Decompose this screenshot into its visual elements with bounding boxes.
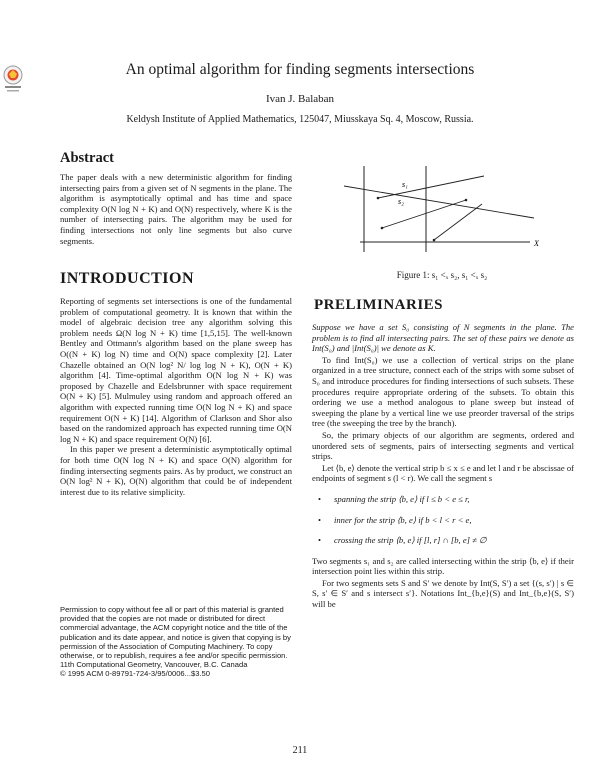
segment-line (344, 186, 534, 218)
permission-text: Permission to copy without fee all or part of this material is granted provided that the copies are not made or distributed for direct commercial advantage, the ACM copyright notice and the title of the publication and its date appear, and notice is given that copying is by permission of the Association of Computing Machinery. To copy otherwise, or to republish, requires a fee and/or specific permission. (60, 605, 291, 661)
list-item: • inner for the strip ⟨b, e⟩ if b < l < r < e, (312, 515, 574, 526)
segment-types-list (312, 494, 574, 546)
segment-line (378, 176, 484, 198)
introduction-heading: INTRODUCTION (60, 270, 195, 287)
endpoint-dot (381, 227, 384, 230)
preliminaries-body (312, 322, 574, 611)
preliminaries-paragraph: Let ⟨b, e⟩ denote the vertical strip b ≤ x ≤ e and let l and r be abscissae of endpoints of segment s (l < r). We call the segment s (312, 462, 574, 484)
introduction-body (60, 296, 292, 497)
preliminaries-paragraph-problem: Suppose we have a set S₀ consisting of N segments in the plane. The problem is to find all intersecting pairs. The set of these pairs we denote as Int(S₀) and |Int(S₀)| we denote as K. (312, 322, 574, 354)
segment-line (434, 204, 482, 240)
figure-label-s1: s₁ (402, 180, 408, 189)
preliminaries-paragraph: For two segments sets S and S′ we denote by Int(S, S′) a set {(s, s′) | s ∈ S, s′ ∈ S′ and s intersect s′}. Notations Int_{b,e}(S) and Int_{b,e}(S, S′) will be (312, 577, 574, 610)
endpoint-dot (377, 197, 380, 200)
paper-title: An optimal algorithm for finding segments intersections (125, 61, 475, 78)
list-item: • crossing the strip ⟨b, e⟩ if [l, r] ∩ [b, e] ≠ ∅ (312, 535, 574, 546)
figure-1-caption: Figure 1: s₁ <ₓ s₂, s₁ <ₓ s₂ (396, 270, 488, 280)
endpoint-dot (433, 239, 436, 242)
figure-label-s2: s₂ (398, 197, 404, 206)
abstract-text: The paper deals with a new deterministic algorithm for finding intersecting pairs from a given set of N segments in the plane. The algorithm is asymptotically optimal and has time and space complexity O(N log N + K) and O(N) respectively, where K is the number of intersecting pairs. The algorithm may be used for finding intersections not only line segments but also curve segments. (60, 172, 292, 246)
preliminaries-paragraph: So, the primary objects of our algorithm are segments, ordered and unordered sets of segments, pairs of intersecting segments and vertical strips. (312, 429, 574, 462)
list-item: • spanning the strip ⟨b, e⟩ if l ≤ b < e ≤ r, (312, 494, 574, 505)
permission-notice (60, 605, 292, 679)
conference-line: 11th Computational Geometry, Vancouver, B.C. Canada (60, 660, 248, 670)
segment-line (382, 200, 466, 228)
copyright-line: © 1995 ACM 0-89791-724-3/95/0006...$3.50 (60, 669, 210, 679)
introduction-paragraph: In this paper we present a deterministic asymptotically optimal for both time O(N log N + K) and space O(N) algorithm for finding intersecting segments pairs. As by product, we construct an O(N log² N + K), O(N) algorithm that could be of independent interest due to its relative simplicity. (60, 444, 292, 497)
figure-1 (334, 160, 570, 284)
author-affiliation: Keldysh Institute of Applied Mathematics, 125047, Miusskaya Sq. 4, Moscow, Russia. (126, 114, 474, 125)
preliminaries-heading: PRELIMINARIES (314, 297, 444, 313)
preliminaries-paragraph: Two segments s₁ and s₂ are called intersecting within the strip ⟨b, e⟩ if their intersection point lies within this strip. (312, 555, 574, 577)
preliminaries-paragraph: To find Int(S₀) we use a collection of vertical strips on the plane organized in a tree structure, connect each of the strips with some subset of S₀ and introduce procedures for finding intersections of such subsets. These procedures require appropriate ordering of the subsets. To obtain this ordering we use a method analogous to plane sweep but instead of sweeping the plane by a vertical line we use preorder traversal of the strips tree (the sweeping the tree by the branch). (312, 354, 574, 429)
figure-label-x: X (534, 239, 539, 248)
abstract-heading: Abstract (60, 150, 114, 166)
endpoint-dot (465, 199, 468, 202)
introduction-paragraph: Reporting of segments set intersections is one of the fundamental problem of computational geometry. It is known that within the model of algebraic decision tree any algorithm solving this problem needs Ω(N log N + K) time [1,5,15]. The well-known Bentley and Ottmann's algorithm based on the plane sweep has O((N + K) log N) time and O(N) space complexity [2]. Later Chazelle obtained an O(N log² N/ log log N + K), O(N + K) algorithm [4]. Time-optimal algorithm O(N log N + K) was proposed by Chazelle and Edelsbrunner with space requirement O(N + K) [5]. Mulmuley using random and approach offered an algorithm with expected running time O(N log N + K) and space requirement O(N + K) [14]. Algorithm of Clarkson and Shor also based on the randomized approach has expected running time O(N log N + K) and space requirement O(N) [6]. (60, 296, 292, 444)
author-name: Ivan J. Balaban (265, 93, 335, 105)
page-number: 211 (292, 745, 308, 756)
